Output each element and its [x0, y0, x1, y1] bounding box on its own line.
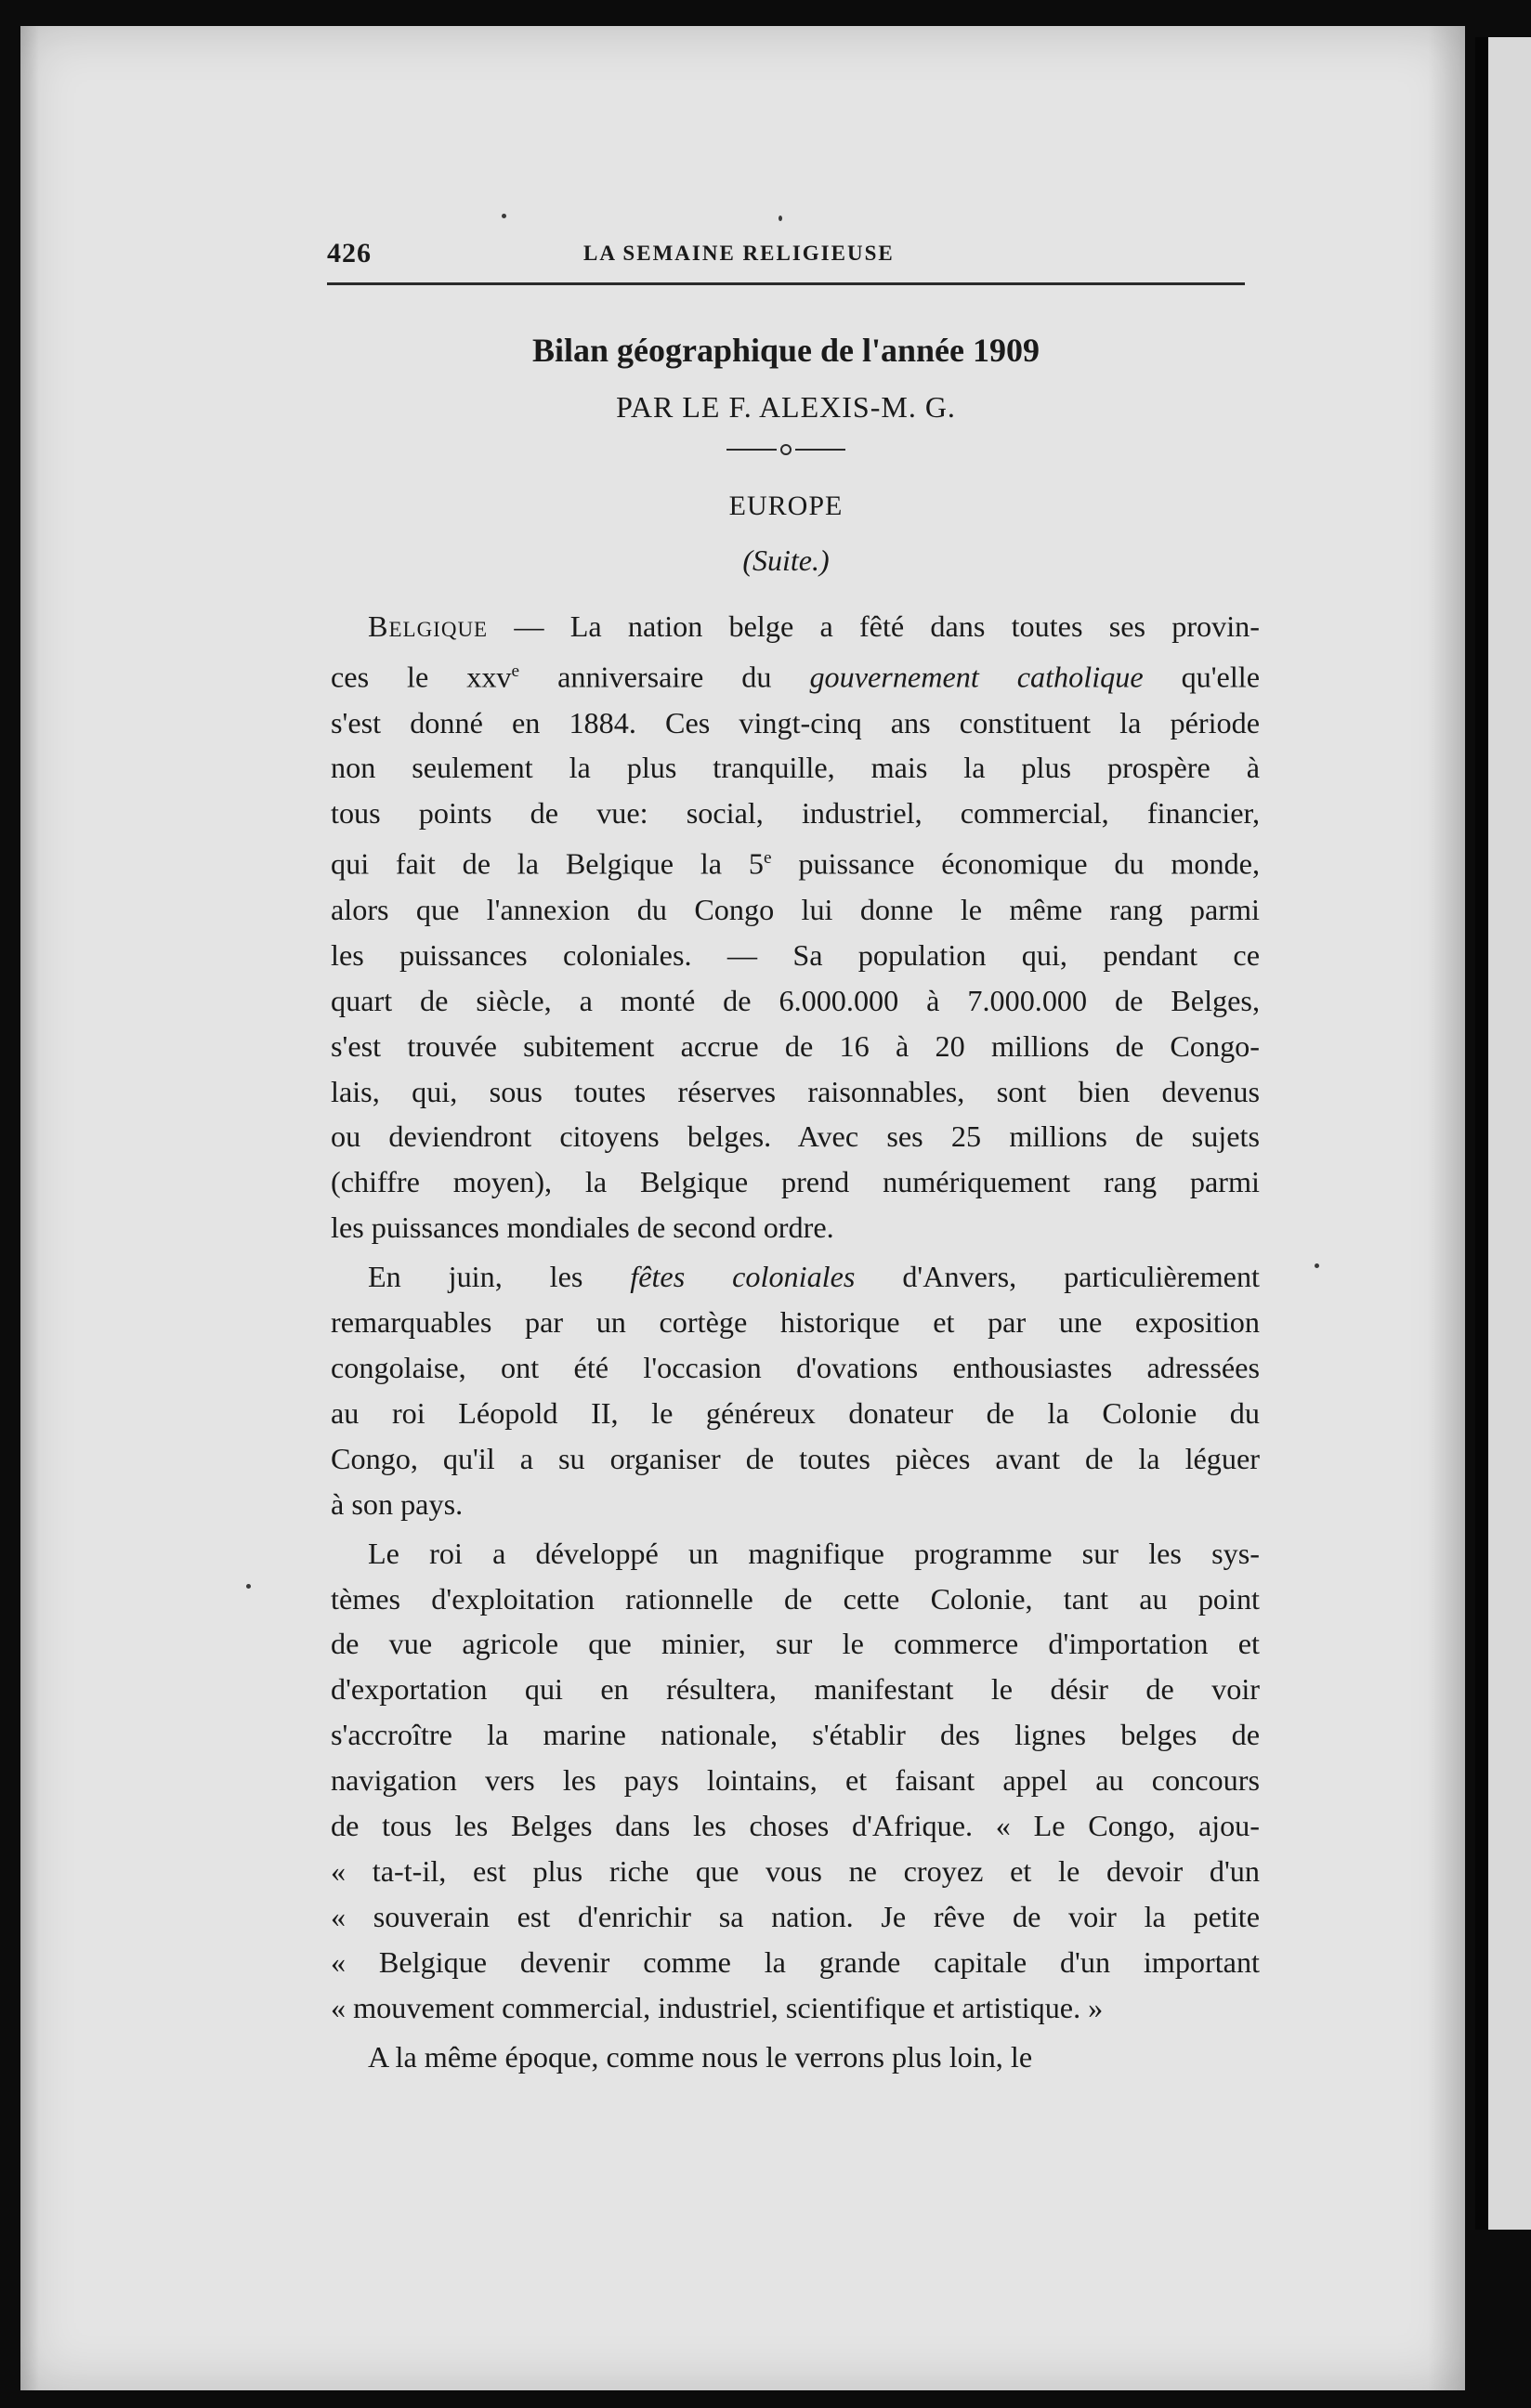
text-line: « ta-t-il, est plus riche que vous ne croyez et le devoir d'un: [331, 1853, 1260, 1888]
text-line: remarquables par un cortège historique et par une exposition: [331, 1305, 1260, 1340]
article-title: Bilan géographique de l'année 1909: [531, 332, 1040, 369]
scan-speck: [1315, 1263, 1319, 1268]
adjacent-page-edge: [1475, 37, 1531, 2230]
paragraph: [331, 1254, 1260, 1526]
text-line: (chiffre moyen), la Belgique prend numériquement rang parmi: [331, 1165, 1260, 1199]
lead-word: Belgique: [368, 609, 489, 643]
superscript: e: [511, 661, 520, 681]
text-line: ou deviendront citoyens belges. Avec ses 25 millions de sujets: [331, 1119, 1260, 1154]
article-body: [331, 604, 1260, 2079]
scan-speck: [502, 214, 506, 218]
text-line: quart de siècle, a monté de 6.000.000 à 7.000.000 de Belges,: [331, 983, 1260, 1017]
text-line: au roi Léopold II, le généreux donateur de la Colonie du: [331, 1395, 1260, 1430]
text-line: Congo, qu'il a su organiser de toutes pièces avant de la léguer: [331, 1441, 1260, 1475]
text-line: En juin, les fêtes coloniales d'Anvers, particulièrement: [368, 1260, 1260, 1294]
text-line: les puissances mondiales de second ordre.: [331, 1211, 834, 1245]
article-byline: PAR LE F. ALEXIS-M. G.: [616, 390, 956, 424]
running-head: LA SEMAINE RELIGIEUSE: [583, 242, 895, 265]
page-edge-shadow: [1428, 26, 1465, 2390]
text-line: navigation vers les pays lointains, et faisant appel au concours: [331, 1763, 1260, 1798]
page-header: [327, 238, 1245, 285]
ornament-divider: [327, 437, 1245, 462]
text-line: Belgique — La nation belge a fêté dans toutes ses provin-: [368, 609, 1260, 643]
text-line: Le roi a développé un magnifique programme sur les sys-: [368, 1536, 1260, 1570]
text-line: « souverain est d'enrichir sa nation. Je rêve de voir la petite: [331, 1899, 1260, 1933]
paragraph: [331, 1531, 1260, 2031]
text-line: congolaise, ont été l'occasion d'ovations enthousiastes adressées: [331, 1350, 1260, 1384]
text-line: s'accroître la marine nationale, s'établir des lignes belges de: [331, 1718, 1260, 1752]
text-line: qui fait de la Belgique la 5e puissance économique du monde,: [331, 847, 1260, 881]
text-line: d'exportation qui en résultera, manifestant le désir de voir: [331, 1672, 1260, 1707]
paragraph: [331, 2035, 1260, 2080]
superscript: e: [763, 848, 772, 869]
text-line: tous points de vue: social, industriel, commercial, financier,: [331, 796, 1260, 831]
ornament-ring: [780, 444, 792, 455]
section-title: EUROPE: [728, 491, 844, 521]
text-line: alors que l'annexion du Congo lui donne le même rang parmi: [331, 892, 1260, 926]
text-line: « mouvement commercial, industriel, scientifique et artistique. »: [331, 1990, 1104, 2024]
scan-speck: [246, 1584, 251, 1589]
italic-phrase: gouvernement catholique: [809, 660, 1144, 694]
text-line: les puissances coloniales. — Sa population qui, pendant ce: [331, 937, 1260, 972]
page-number: 426: [327, 238, 372, 268]
text-line: ces le xxv$^e$ anniversaire du gouvernement catholique qu'elle: [331, 660, 1261, 694]
text-line: lais, qui, sous toutes réserves raisonnables, sont bien devenus: [331, 1074, 1260, 1108]
text-line: tèmes d'exploitation rationnelle de cette Colonie, tant au point: [331, 1581, 1260, 1616]
text-line: A la même époque, comme nous le verrons plus loin, le: [368, 2039, 1033, 2074]
ornament-dash: [795, 449, 845, 451]
ornament-dash: [726, 449, 777, 451]
text-line: à son pays.: [331, 1486, 464, 1521]
text-line: « Belgique devenir comme la grande capitale d'un important: [331, 1944, 1260, 1979]
text-line: s'est donné en 1884. Ces vingt-cinq ans constituent la période: [331, 705, 1260, 739]
scan-speck: [779, 216, 782, 221]
text-line: non seulement la plus tranquille, mais la plus prospère à: [331, 751, 1260, 785]
text-line: de vue agricole que minier, sur le commerce d'importation et: [331, 1627, 1260, 1661]
binding-shadow: [20, 26, 39, 2390]
paragraph: [331, 604, 1260, 1250]
text-line: de tous les Belges dans les choses d'Afrique. « Le Congo, ajou-: [331, 1809, 1260, 1843]
text-line: s'est trouvée subitement accrue de 16 à 20 millions de Congo-: [331, 1028, 1260, 1063]
continuation-note: (Suite.): [742, 543, 830, 577]
italic-phrase: fêtes coloniales: [630, 1260, 856, 1294]
